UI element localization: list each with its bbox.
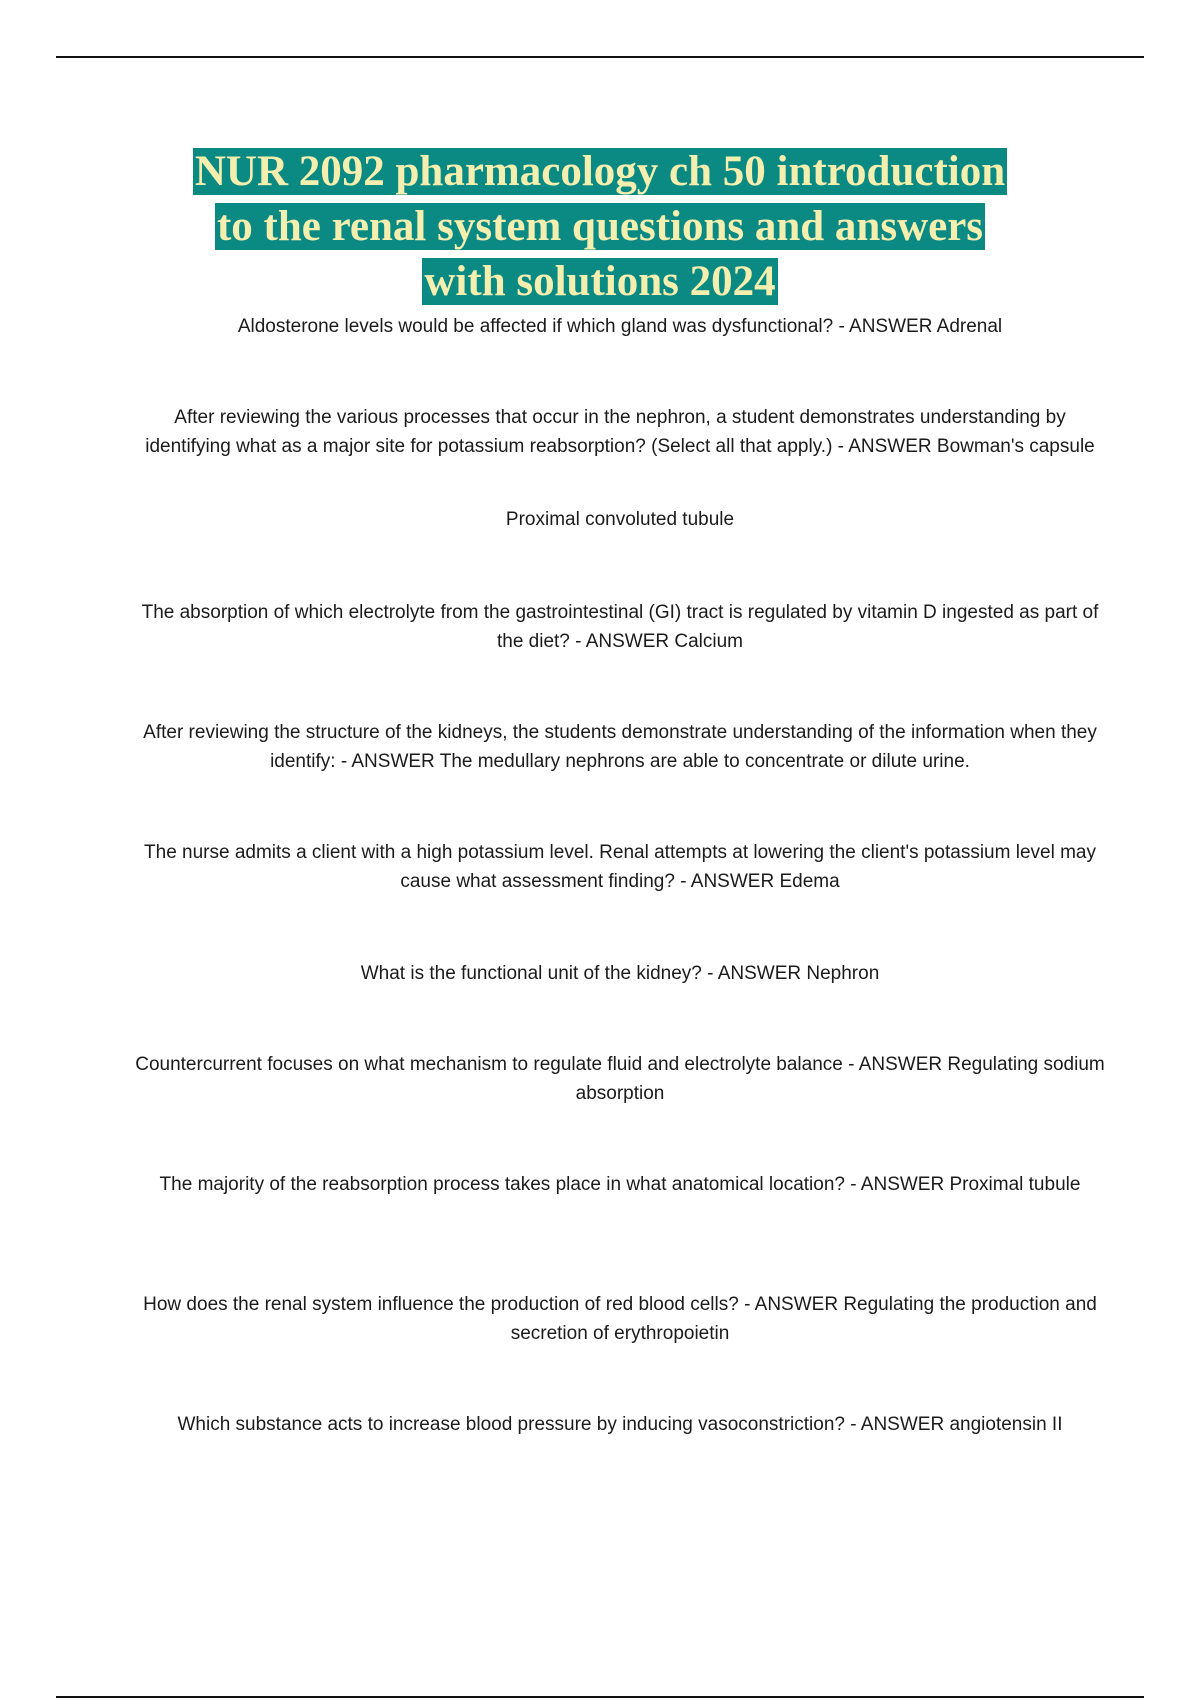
bottom-rule <box>56 1696 1144 1698</box>
top-rule <box>56 56 1144 58</box>
title-line-3: with solutions 2024 <box>424 258 776 305</box>
title-line-1: NUR 2092 pharmacology ch 50 introduction <box>194 148 1006 195</box>
qa-item-4: After reviewing the structure of the kidneys, the students demonstrate understanding of the information when they identify: - ANSWER The medullary nephrons are able to concentrate or dilute urine. <box>143 722 1097 772</box>
qa-item-1: Aldosterone levels would be affected if which gland was dysfunctional? - ANSWER Adrenal <box>237 316 1003 337</box>
qa-item-6: What is the functional unit of the kidney? - ANSWER Nephron <box>360 963 880 984</box>
qa-item-2: After reviewing the various processes that occur in the nephron, a student demonstrates understanding by identifying what as a major site for potassium reabsorption? (Select all that apply.) - ANSWER Bowman's capsule <box>145 407 1095 457</box>
qa-item-3: The absorption of which electrolyte from the gastrointestinal (GI) tract is regulated by vitamin D ingested as part of the diet? - ANSWER Calcium <box>141 602 1099 652</box>
qa-item-2-extra: Proximal convoluted tubule <box>505 509 735 530</box>
document-title <box>60 144 1140 309</box>
qa-item-10: Which substance acts to increase blood pressure by inducing vasoconstriction? - ANSWER angiotensin II <box>177 1414 1063 1435</box>
qa-item-7: Countercurrent focuses on what mechanism to regulate fluid and electrolyte balance - ANSWER Regulating sodium absorption <box>135 1054 1105 1104</box>
qa-item-8: The majority of the reabsorption process takes place in what anatomical location? - ANSWER Proximal tubule <box>159 1174 1081 1195</box>
qa-item-9: How does the renal system influence the production of red blood cells? - ANSWER Regulating the production and secretion of erythropoietin <box>143 1294 1097 1344</box>
title-line-2: to the renal system questions and answers <box>216 203 984 250</box>
qa-item-5: The nurse admits a client with a high potassium level. Renal attempts at lowering the client's potassium level may cause what assessment finding? - ANSWER Edema <box>144 842 1096 892</box>
